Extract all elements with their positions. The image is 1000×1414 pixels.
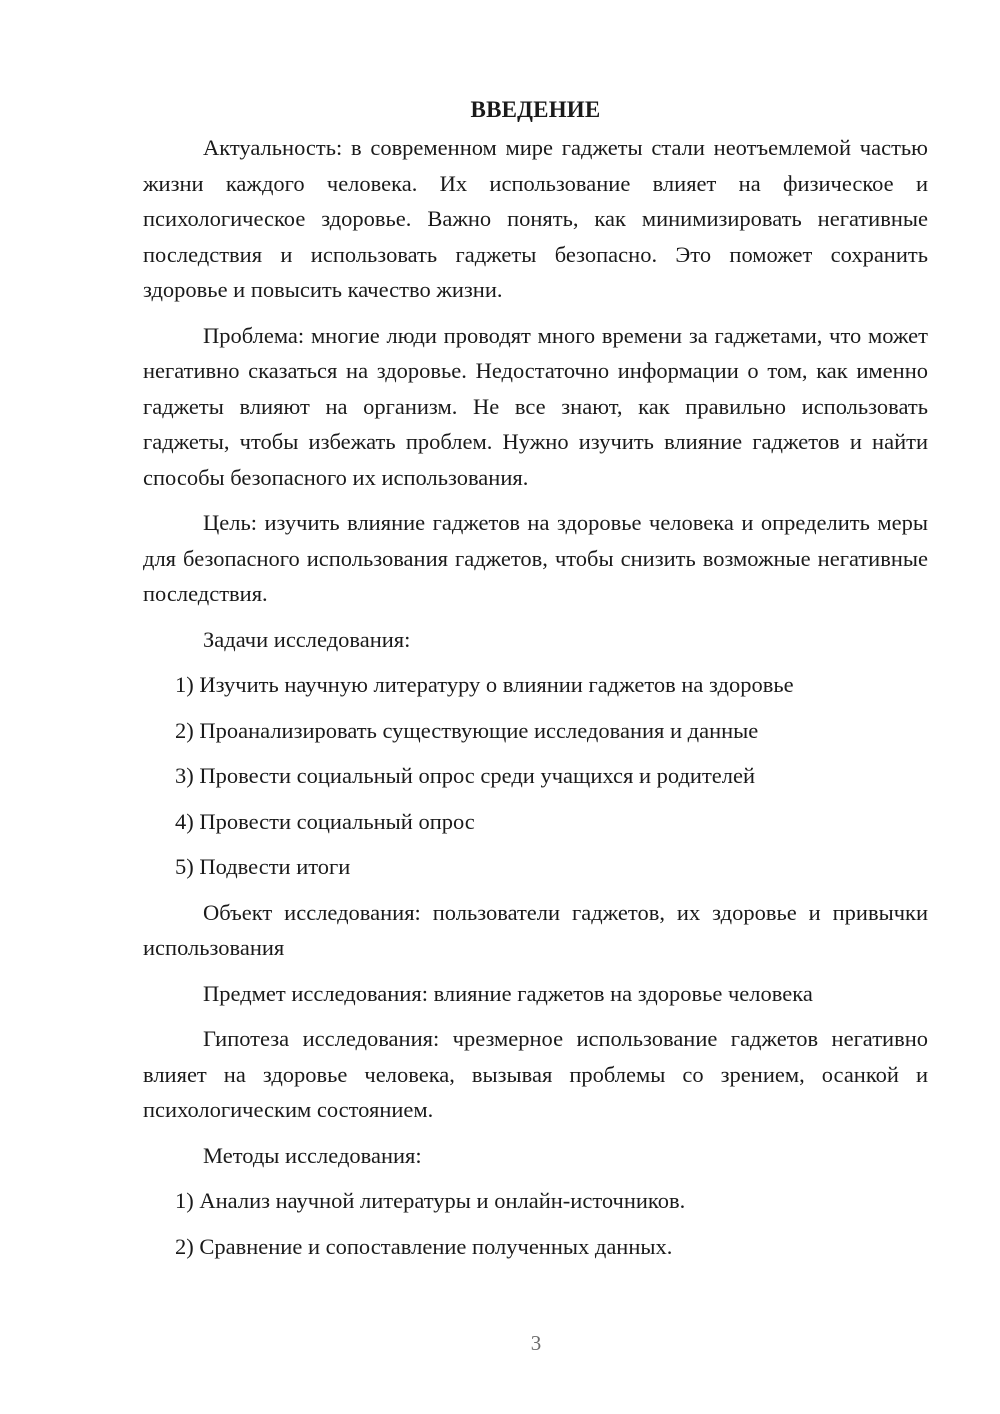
methods-list [143,1183,928,1264]
list-item: 3) Провести социальный опрос среди учащихся и родителей [175,763,756,788]
object-paragraph: Объект исследования: пользователи гаджетов, их здоровье и привычки использования [143,899,928,960]
list-item: 4) Провести социальный опрос [175,808,475,834]
hypothesis-paragraph: Гипотеза исследования: чрезмерное использование гаджетов негативно влияет на здоровье человека, вызывая проблемы со зрением, осанкой и психологическим состоянием. [143,1026,928,1122]
problem-paragraph: Проблема: многие люди проводят много времени за гаджетами, что может негативно сказаться на здоровье. Недостаточно информации о том, как именно гаджеты влияют на организм. Не все знают, как правильно использовать гаджеты, чтобы избежать проблем. Нужно изучить влияние гаджетов и найти способы безопасного их использования. [143,322,928,490]
list-item: 1) Изучить научную литературу о влиянии гаджетов на здоровье [175,672,794,697]
methods-heading: Методы исследования: [203,1142,422,1168]
subject-paragraph: Предмет исследования: влияние гаджетов на здоровье человека [203,980,813,1006]
list-item: 5) Подвести итоги [175,854,351,879]
list-item: 2) Проанализировать существующие исследования и данные [175,717,759,743]
tasks-heading: Задачи исследования: [203,626,411,652]
page-title: ВВЕДЕНИЕ [470,97,601,122]
relevance-paragraph: Актуальность: в современном мире гаджеты стали неотъемлемой частью жизни каждого человека. Их использование влияет на физическое и психологическое здоровье. Важно понять, как минимизировать негативные последствия и использовать гаджеты безопасно. Это поможет сохранить здоровье и повысить качество жизни. [143,135,928,302]
goal-paragraph: Цель: изучить влияние гаджетов на здоровье человека и определить меры для безопасного использования гаджетов, чтобы снизить возможные негативные последствия. [143,510,928,606]
page-number: 3 [530,1331,542,1355]
tasks-list [143,667,928,885]
document-page [143,92,928,1274]
list-item: 1) Анализ научной литературы и онлайн-источников. [175,1188,686,1213]
list-item: 2) Сравнение и сопоставление полученных данных. [175,1233,673,1259]
